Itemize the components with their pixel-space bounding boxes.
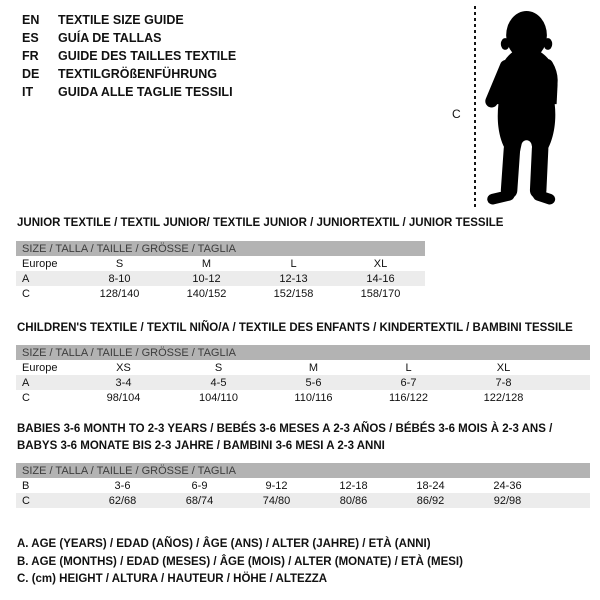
babies-size-table: [16, 463, 590, 508]
table-cell: 6-7: [400, 376, 417, 389]
junior-size-table: [16, 241, 425, 301]
table-row-age: [16, 271, 425, 286]
size-header-bar: SIZE / TALLA / TAILLE / GRÖSSE / TAGLIA: [16, 463, 590, 478]
lang-code: FR: [22, 49, 39, 63]
table-cell: 4-5: [210, 376, 227, 389]
babies-section-title: [17, 421, 552, 455]
table-row-height: [16, 390, 590, 405]
table-cell: 140/152: [186, 287, 227, 300]
footnote-b: B. AGE (MONTHS) / EDAD (MESES) / ÂGE (MOIS) / ALTER (MONATE) / ETÀ (MESI): [17, 555, 463, 568]
lang-row-fr: [22, 47, 236, 65]
footnote-a: A. AGE (YEARS) / EDAD (AÑOS) / ÂGE (ANS) / ALTER (JAHRE) / ETÀ (ANNI): [17, 538, 431, 550]
table-cell: 158/170: [360, 287, 401, 300]
table-row-age: [16, 375, 590, 390]
junior-section-title: JUNIOR TEXTILE / TEXTIL JUNIOR/ TEXTILE JUNIOR / JUNIORTEXTIL / JUNIOR TESSILE: [17, 217, 504, 229]
lang-row-es: [22, 29, 236, 47]
table-cell: L: [405, 361, 412, 374]
lang-row-de: [22, 65, 236, 83]
table-cell: 68/74: [185, 494, 214, 507]
table-cell: 98/104: [106, 391, 141, 404]
footnote-c: C. (cm) HEIGHT / ALTURA / HAUTEUR / HÖHE / ALTEZZA: [17, 573, 328, 585]
lang-row-en: [22, 11, 236, 29]
table-cell: 122/128: [483, 391, 524, 404]
lang-row-it: [22, 83, 236, 101]
row-label: Europe: [22, 257, 58, 270]
height-label: C: [452, 107, 461, 121]
baby-silhouette: [479, 4, 576, 210]
table-cell: 62/68: [108, 494, 137, 507]
row-label: A: [22, 272, 30, 285]
table-cell: 6-9: [191, 479, 208, 492]
table-cell: 5-6: [305, 376, 322, 389]
table-row-height: [16, 493, 590, 508]
table-cell: 7-8: [495, 376, 512, 389]
table-cell: 18-24: [416, 479, 445, 492]
table-cell: 92/98: [493, 494, 522, 507]
table-cell: XL: [373, 257, 388, 270]
legend-footnotes: [17, 536, 463, 589]
children-section-title: CHILDREN'S TEXTILE / TEXTIL NIÑO/A / TEXTILE DES ENFANTS / KINDERTEXTIL / BAMBINI TESSILE: [17, 322, 573, 334]
lang-code: EN: [22, 13, 40, 27]
row-label: C: [22, 287, 30, 300]
table-cell: 152/158: [273, 287, 314, 300]
table-cell: S: [115, 257, 124, 270]
table-cell: M: [308, 361, 319, 374]
table-cell: 74/80: [262, 494, 291, 507]
table-cell: 3-4: [115, 376, 132, 389]
table-cell: 12-13: [279, 272, 308, 285]
table-cell: S: [214, 361, 223, 374]
table-cell: 12-18: [339, 479, 368, 492]
row-label: Europe: [22, 361, 58, 374]
row-label: C: [22, 494, 30, 507]
table-row-europe: [16, 256, 425, 271]
table-cell: 86/92: [416, 494, 445, 507]
lang-title: TEXTILE SIZE GUIDE: [58, 13, 184, 27]
table-row-age-months: [16, 478, 590, 493]
row-label: C: [22, 391, 30, 404]
size-header-bar: SIZE / TALLA / TAILLE / GRÖSSE / TAGLIA: [16, 241, 425, 256]
table-cell: M: [201, 257, 212, 270]
lang-code: DE: [22, 67, 40, 81]
height-measure-dashed-line: [474, 6, 476, 210]
table-cell: 128/140: [99, 287, 140, 300]
table-cell: 14-16: [366, 272, 395, 285]
table-cell: 116/122: [389, 391, 428, 404]
table-cell: XS: [116, 361, 131, 374]
row-label: A: [22, 376, 30, 389]
table-cell: 110/116: [294, 391, 333, 404]
table-cell: 9-12: [265, 479, 288, 492]
table-cell: 80/86: [339, 494, 368, 507]
lang-title: TEXTILGRÖßENFÜHRUNG: [58, 67, 218, 81]
lang-title: GUIDA ALLE TAGLIE TESSILI: [58, 85, 233, 99]
babies-title-line2: BABYS 3-6 MONATE BIS 2-3 JAHRE / BAMBINI 3-6 MESI A 2-3 ANNI: [17, 440, 385, 452]
lang-title: GUIDE DES TAILLES TEXTILE: [58, 49, 237, 63]
children-size-table: [16, 345, 590, 405]
lang-code: IT: [22, 85, 34, 99]
table-cell: 24-36: [493, 479, 522, 492]
table-cell: 104/110: [199, 391, 238, 404]
table-cell: 3-6: [114, 479, 131, 492]
row-label: B: [22, 479, 30, 492]
lang-title: GUÍA DE TALLAS: [58, 31, 162, 45]
babies-title-line1: BABIES 3-6 MONTH TO 2-3 YEARS / BEBÉS 3-6 MESES A 2-3 AÑOS / BÉBÉS 3-6 MOIS À 2-3 ANS /: [17, 423, 553, 435]
table-cell: 10-12: [192, 272, 221, 285]
table-cell: 8-10: [108, 272, 131, 285]
table-row-europe: [16, 360, 590, 375]
table-cell: L: [290, 257, 297, 270]
lang-code: ES: [22, 31, 39, 45]
table-cell: XL: [496, 361, 511, 374]
table-row-height: [16, 286, 425, 301]
language-header: [22, 11, 236, 101]
size-header-bar: SIZE / TALLA / TAILLE / GRÖSSE / TAGLIA: [16, 345, 590, 360]
